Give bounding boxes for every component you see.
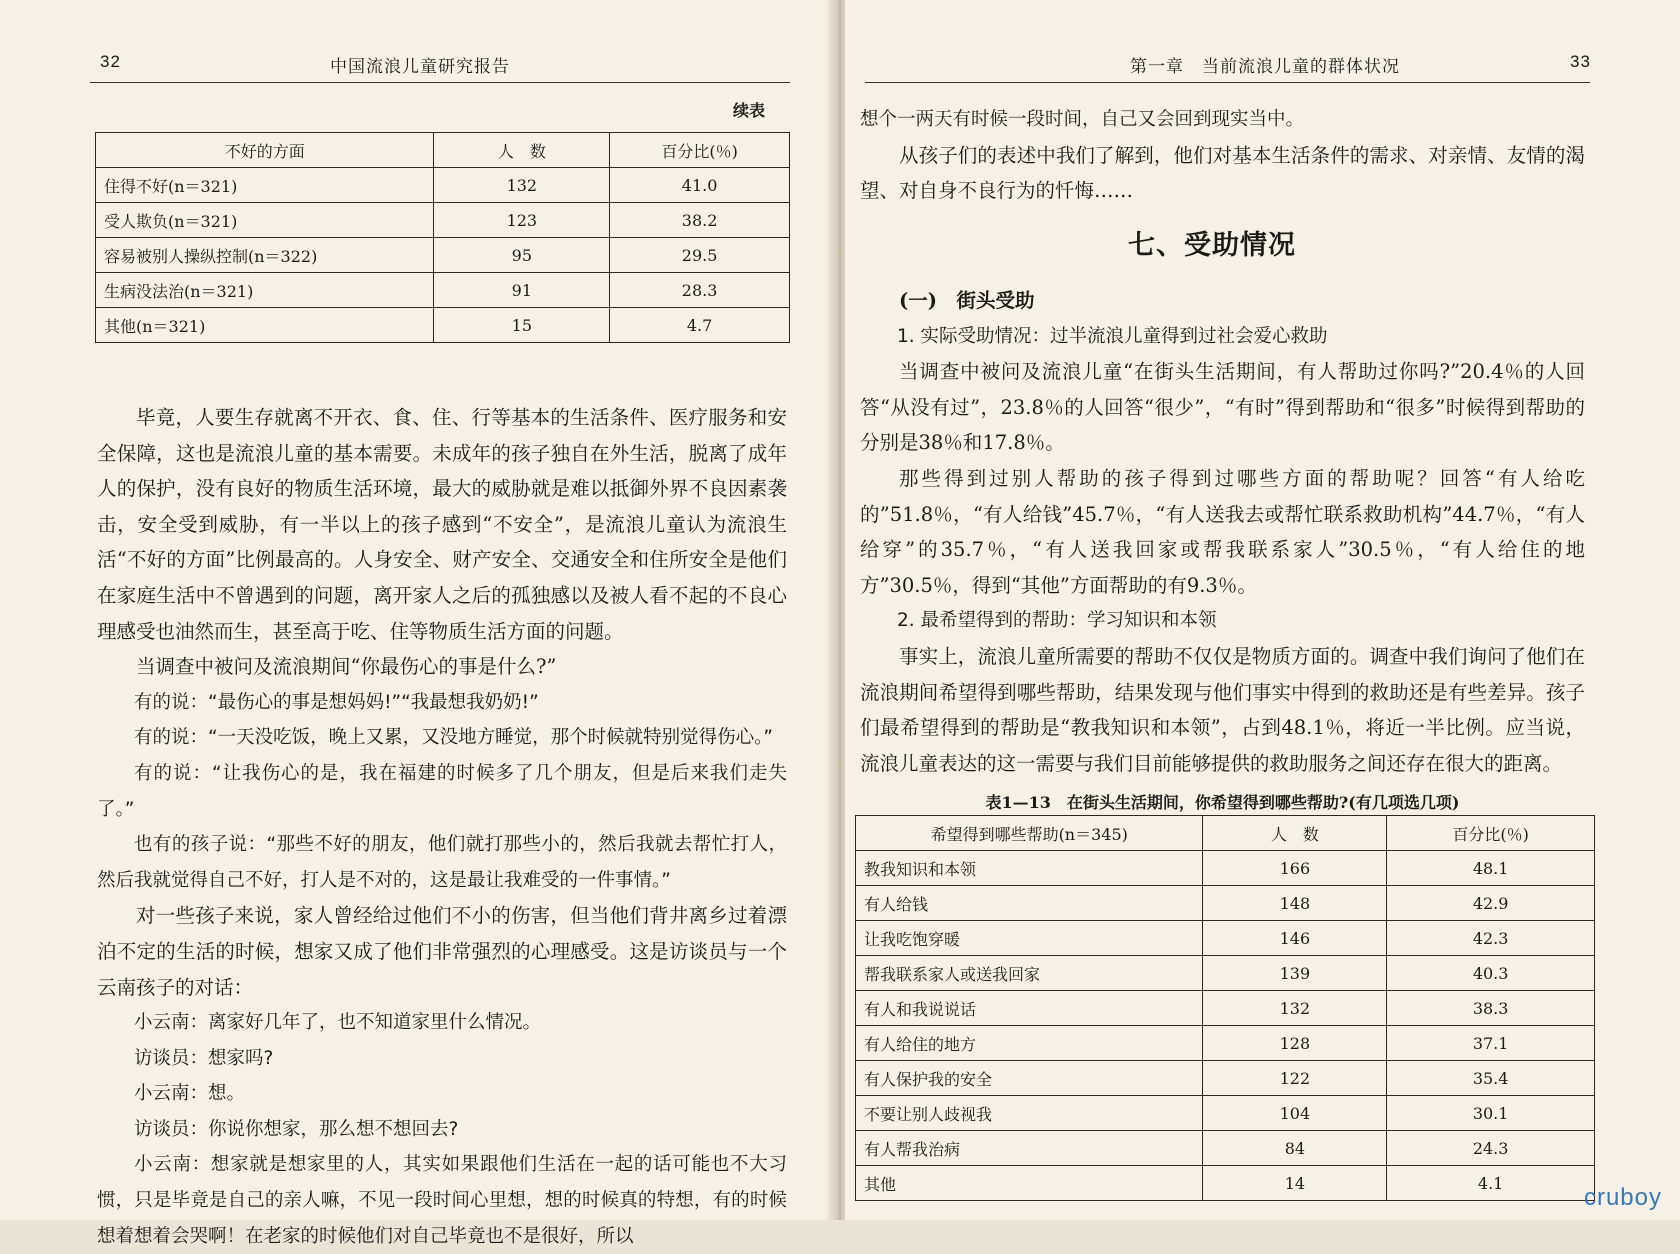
table-cell: 48.1 — [1387, 851, 1595, 886]
table-row — [856, 1166, 1595, 1201]
table-cell: 123 — [434, 203, 610, 238]
table-cell: 42.3 — [1387, 921, 1595, 956]
table-cell: 40.3 — [1387, 956, 1595, 991]
table-cell: 95 — [434, 238, 610, 273]
table-row — [856, 1026, 1595, 1061]
table-cell: 148 — [1203, 886, 1387, 921]
table-cell: 29.5 — [610, 238, 790, 273]
table-row — [96, 238, 790, 273]
column-header: 希望得到哪些帮助(n＝345) — [856, 816, 1203, 851]
body-paragraph: 当调查中被问及流浪儿童“在街头生活期间，有人帮助过你吗?”20.4％的人回答“从没有过”，23.8％的人回答“很少”，“有时”得到帮助和“很多”时候得到帮助的分别是38％和17.8％。 — [860, 360, 1585, 455]
table-cell: 有人保护我的安全 — [856, 1061, 1203, 1096]
table-cell: 其他 — [856, 1166, 1203, 1201]
body-paragraph: 从孩子们的表述中我们了解到，他们对基本生活条件的需求、对亲情、友情的渴望、对自身不良行为的忏悔…… — [860, 143, 1585, 203]
watermark: cruboy — [1583, 1184, 1662, 1211]
table-row — [856, 1061, 1595, 1096]
table-cell: 41.0 — [610, 168, 790, 203]
table-cell: 有人给住的地方 — [856, 1026, 1203, 1061]
table-cell: 4.1 — [1387, 1166, 1595, 1201]
table-cell: 139 — [1203, 956, 1387, 991]
body-paragraph: 想个一两天有时候一段时间，自己又会回到现实当中。 — [860, 109, 1305, 130]
table-cell: 让我吃饱穿暖 — [856, 921, 1203, 956]
running-head-right: 第一章 当前流浪儿童的群体状况 — [1130, 57, 1400, 77]
table-cell: 132 — [1203, 991, 1387, 1026]
point-heading: 1. 实际受助情况：过半流浪儿童得到过社会爱心救助 — [897, 325, 1328, 347]
running-head-left: 中国流浪儿童研究报告 — [330, 57, 510, 77]
body-paragraph: 对一些孩子来说，家人曾经给过他们不小的伤害，但当他们背井离乡过着漂泊不定的生活的时候，想家又成了他们非常强烈的心理感受。这是访谈员与一个云南孩子的对话： — [97, 904, 787, 999]
table-cell: 有人给钱 — [856, 886, 1203, 921]
table-cell: 15 — [434, 308, 610, 343]
point-heading: 2. 最希望得到的帮助：学习知识和本领 — [897, 610, 1217, 632]
page-number-left: 32 — [100, 52, 121, 71]
table-cell: 166 — [1203, 851, 1387, 886]
table-row — [856, 851, 1595, 886]
table-cell: 91 — [434, 273, 610, 308]
table-row — [96, 308, 790, 343]
table-cell: 不要让别人歧视我 — [856, 1096, 1203, 1131]
table-cell: 帮我联系家人或送我回家 — [856, 956, 1203, 991]
table-caption: 表1—13 在街头生活期间，你希望得到哪些帮助?(有几项选几项) — [985, 793, 1460, 812]
table-cell: 生病没法治(n＝321) — [96, 273, 434, 308]
quote-paragraph: 有的说：“最伤心的事是想妈妈!”“我最想我奶奶!” — [134, 691, 539, 713]
table-row — [96, 168, 790, 203]
quote-paragraph: 有的说：“让我伤心的是，我在福建的时候多了几个朋友，但是后来我们走失了。” — [97, 762, 787, 820]
right-page — [845, 0, 1680, 1220]
table-cell: 有人帮我治病 — [856, 1131, 1203, 1166]
table-cell: 住得不好(n＝321) — [96, 168, 434, 203]
right-body-text — [860, 283, 1585, 781]
table-row — [856, 1096, 1595, 1131]
body-paragraph: 当调查中被问及流浪期间“你最伤心的事是什么?” — [136, 655, 557, 679]
table-cell: 4.7 — [610, 308, 790, 343]
table-cell: 30.1 — [1387, 1096, 1595, 1131]
table-row — [856, 921, 1595, 956]
section-title: 七、受助情况 — [1128, 230, 1296, 261]
table-cell: 84 — [1203, 1131, 1387, 1166]
left-body-text — [97, 400, 787, 1254]
table-row — [96, 203, 790, 238]
table-cell: 132 — [434, 168, 610, 203]
table-cell: 有人和我说说话 — [856, 991, 1203, 1026]
table-cell: 28.3 — [610, 273, 790, 308]
table-cell: 教我知识和本领 — [856, 851, 1203, 886]
table-cell: 38.3 — [1387, 991, 1595, 1026]
column-header: 人 数 — [434, 133, 610, 168]
table-cell: 146 — [1203, 921, 1387, 956]
quote-paragraph: 有的说：“一天没吃饭，晚上又累，又没地方睡觉，那个时候就特别觉得伤心。” — [134, 727, 773, 749]
header-rule-right — [865, 82, 1590, 83]
table-cell: 其他(n＝321) — [96, 308, 434, 343]
table-cell: 受人欺负(n＝321) — [96, 203, 434, 238]
column-header: 不好的方面 — [96, 133, 434, 168]
dialogue-line: 小云南：想家就是想家里的人，其实如果跟他们生活在一起的话可能也不大习惯，只是毕竟是自己的亲人嘛，不见一段时间心里想，想的时候真的特想，有的时候想着想着会哭啊！在老家的时候他们对自己毕竟也不是很好，所以 — [97, 1154, 787, 1247]
column-header: 百分比(％) — [1387, 816, 1595, 851]
table-row — [96, 273, 790, 308]
left-page — [0, 0, 835, 1247]
dialogue-line: 小云南：离家好几年了，也不知道家里什么情况。 — [134, 1012, 542, 1034]
column-header: 人 数 — [1203, 816, 1387, 851]
table-cell: 38.2 — [610, 203, 790, 238]
right-data-table — [855, 815, 1595, 1201]
dialogue-line: 访谈员：你说你想家，那么想不想回去? — [134, 1118, 459, 1140]
table-cell: 104 — [1203, 1096, 1387, 1131]
body-paragraph: 那些得到过别人帮助的孩子得到过哪些方面的帮助呢？回答“有人给吃的”51.8％，“有人给钱”45.7％，“有人送我去或帮忙联系救助机构”44.7％，“有人给穿”的35.7％，“有人送我回家或帮我联系家人”30.5％，“有人给住的地方”30.5％，得到“其他”方面帮助的有9.3％。 — [860, 466, 1585, 597]
table-cell: 35.4 — [1387, 1061, 1595, 1096]
left-data-table — [95, 132, 790, 343]
dialogue-line: 访谈员：想家吗? — [134, 1047, 274, 1069]
right-top-text — [860, 102, 1585, 209]
header-rule-left — [90, 82, 790, 83]
table-row — [856, 956, 1595, 991]
table-cell: 42.9 — [1387, 886, 1595, 921]
table-row — [856, 1131, 1595, 1166]
table-cell: 14 — [1203, 1166, 1387, 1201]
body-paragraph: 毕竟，人要生存就离不开衣、食、住、行等基本的生活条件、医疗服务和安全保障，这也是流浪儿童的基本需要。未成年的孩子独自在外生活，脱离了成年人的保护，没有良好的物质生活环境，最大的威胁就是难以抵御外界不良因素袭击，安全受到威胁，有一半以上的孩子感到“不安全”，是流浪儿童认为流浪生活“不好的方面”比例最高的。人身安全、财产安全、交通安全和住所安全是他们在家庭生活中不曾遇到的问题，离开家人之后的孤独感以及被人看不起的不良心理感受也油然而生，甚至高于吃、住等物质生活方面的问题。 — [97, 406, 787, 643]
subsection-title: (一) 街头受助 — [899, 289, 1035, 312]
table-cell: 128 — [1203, 1026, 1387, 1061]
table-row — [856, 991, 1595, 1026]
page-number-right: 33 — [1570, 52, 1591, 71]
table-header-row — [96, 133, 790, 168]
body-paragraph: 事实上，流浪儿童所需要的帮助不仅仅是物质方面的。调查中我们询问了他们在流浪期间希望得到哪些帮助，结果发现与他们事实中得到的救助还是有些差异。孩子们最希望得到的帮助是“教我知识和本领”，占到48.1％，将近一半比例。应当说，流浪儿童表达的这一需要与我们目前能够提供的救助服务之间还存在很大的距离。 — [860, 644, 1585, 775]
table-cell: 容易被别人操纵控制(n＝322) — [96, 238, 434, 273]
table-row — [856, 886, 1595, 921]
table-cell: 24.3 — [1387, 1131, 1595, 1166]
continued-label: 续表 — [733, 101, 766, 120]
dialogue-line: 小云南：想。 — [134, 1083, 246, 1105]
table-cell: 122 — [1203, 1061, 1387, 1096]
quote-paragraph: 也有的孩子说：“那些不好的朋友，他们就打那些小的，然后我就去帮忙打人，然后我就觉得自己不好，打人是不对的，这是最让我难受的一件事情。” — [97, 834, 787, 891]
column-header: 百分比(％) — [610, 133, 790, 168]
table-cell: 37.1 — [1387, 1026, 1595, 1061]
table-header-row — [856, 816, 1595, 851]
